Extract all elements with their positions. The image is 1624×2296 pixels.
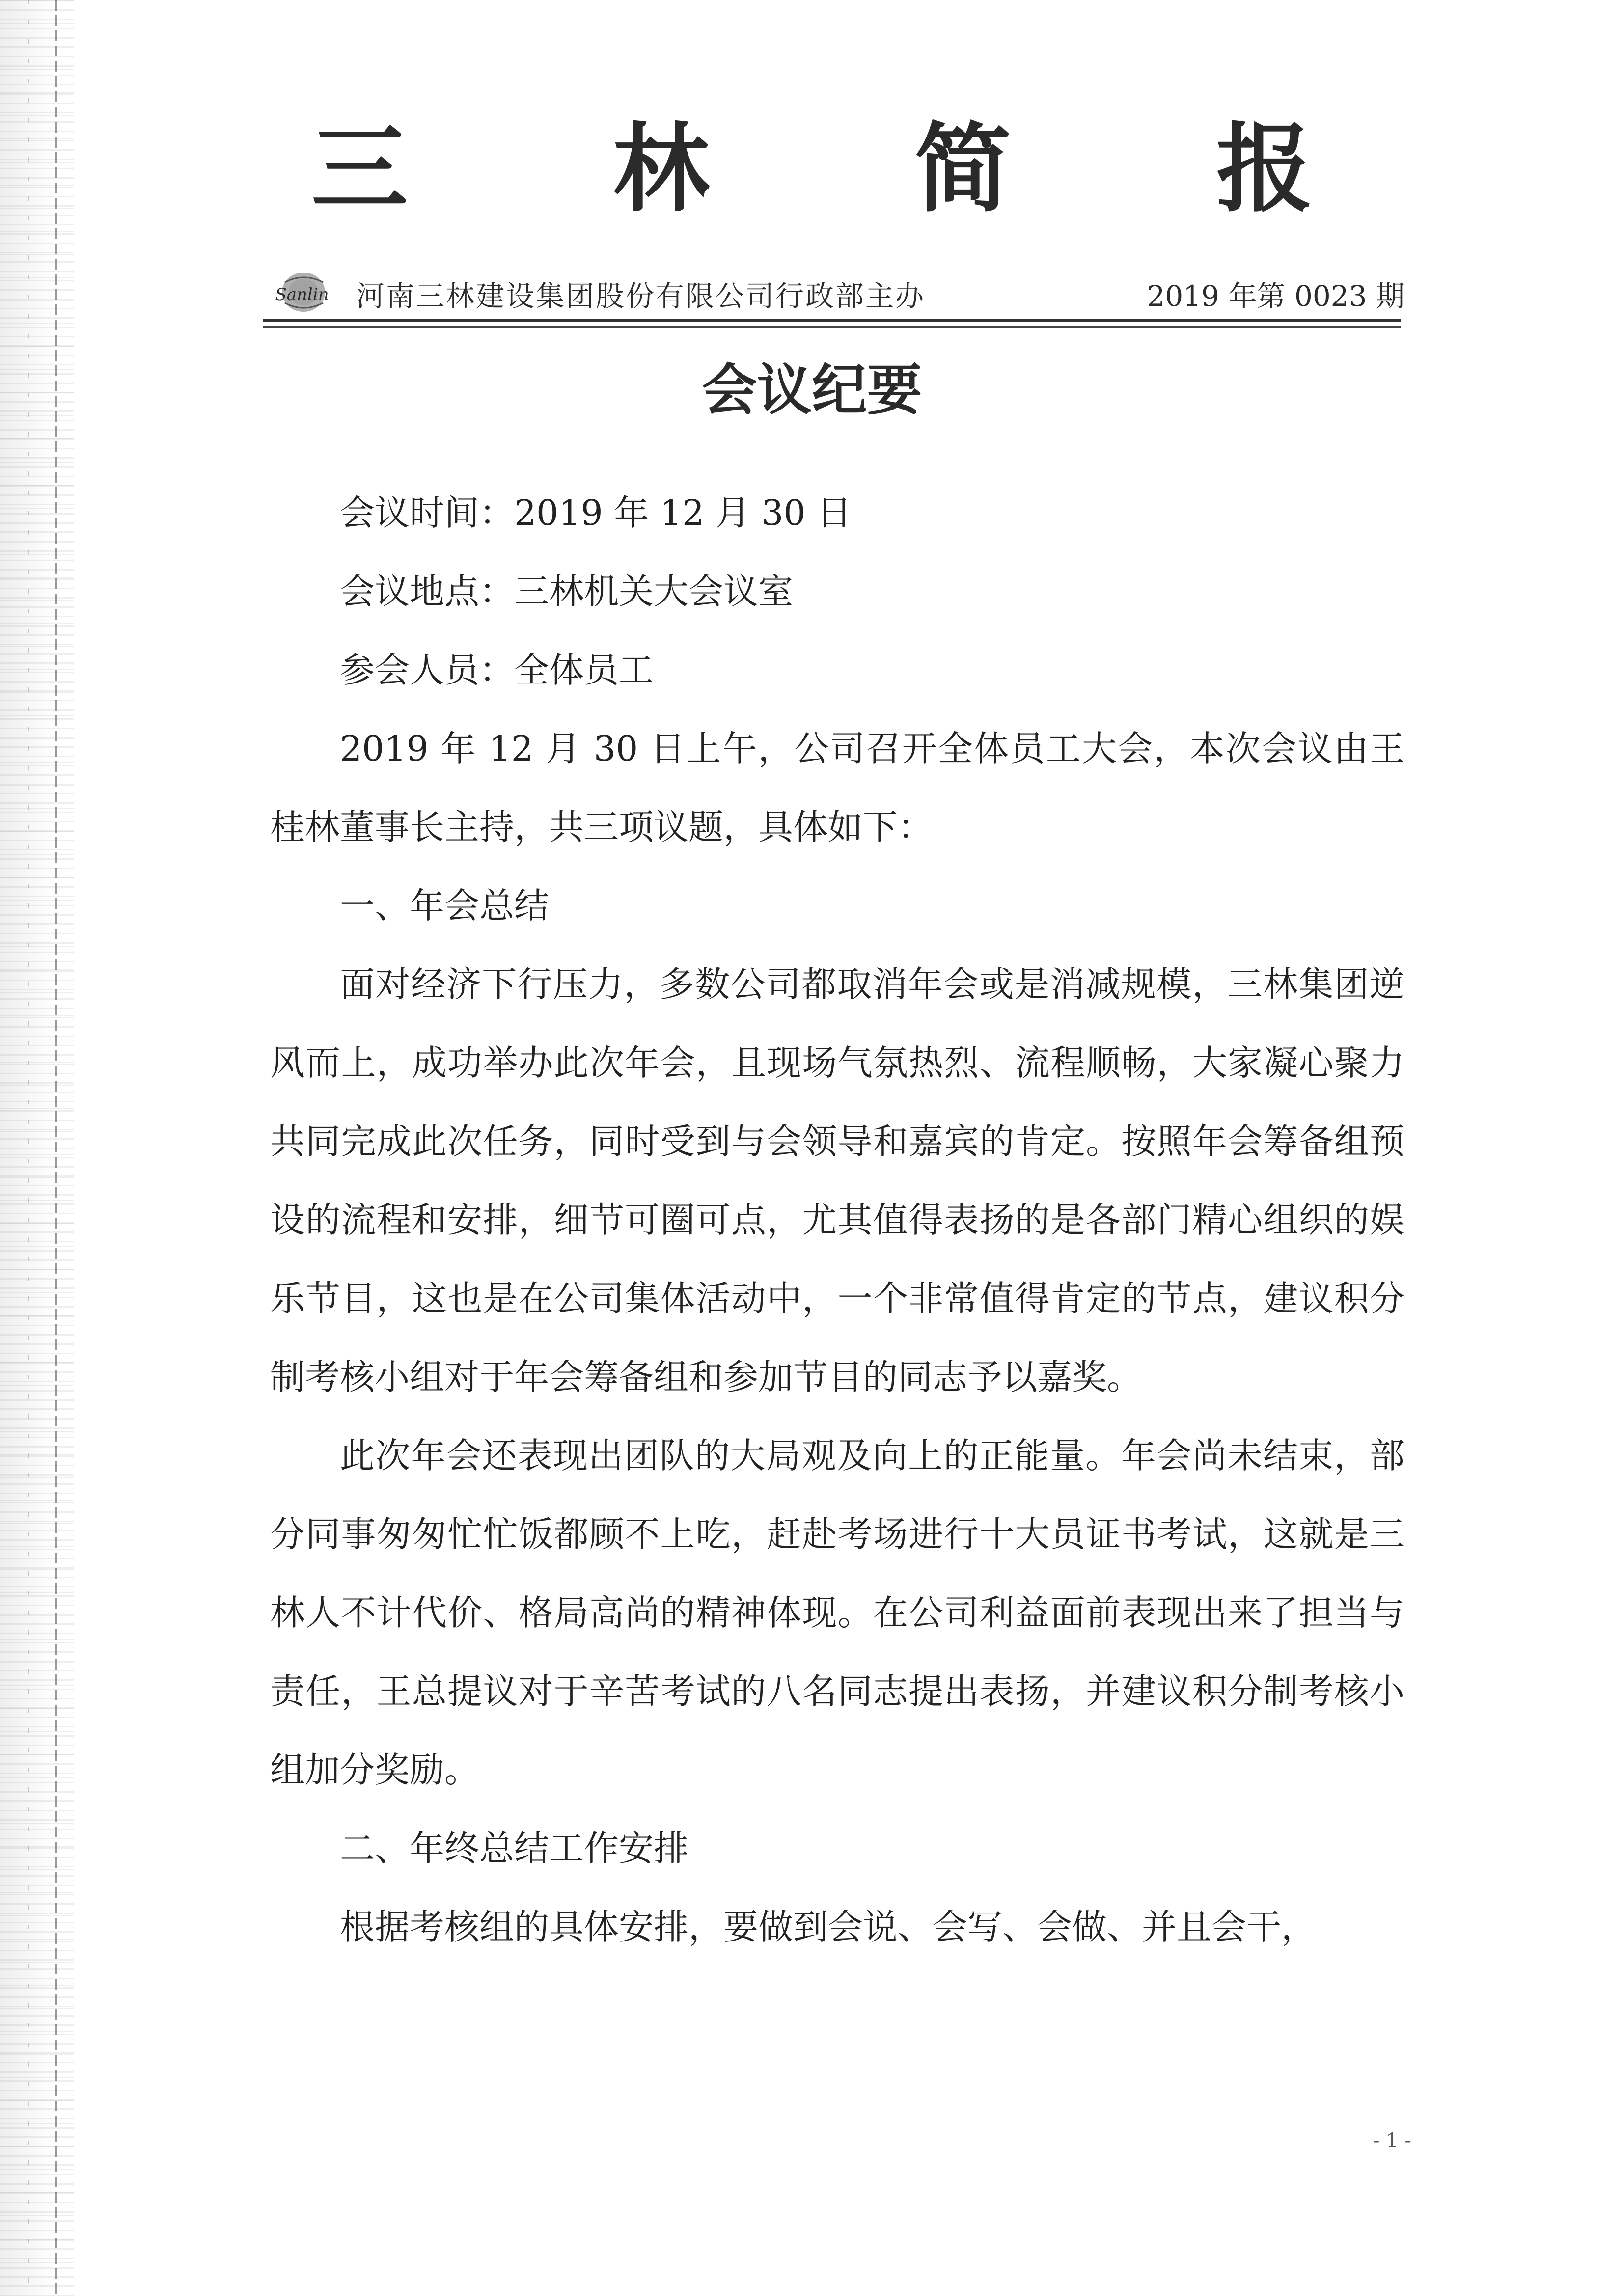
meeting-time: 会议时间：2019 年 12 月 30 日	[340, 492, 852, 533]
header-row	[265, 268, 1404, 322]
company-logo	[265, 268, 339, 319]
section-heading: 一、年会总结	[340, 885, 550, 926]
section-heading: 二、年终总结工作安排	[340, 1828, 689, 1869]
scan-edge-line	[28, 0, 29, 2296]
logo-wordmark: Sanlin	[275, 285, 329, 304]
body-paragraph: 根据考核组的具体安排，要做到会说、会写、会做、并且会干，	[340, 1907, 1317, 1947]
masthead-title: 三 林 简 报	[311, 113, 1399, 225]
body-paragraph: 面对经济下行压力，多数公司都取消年会或是消减规模，三林集团逆风而上，成功举办此次年会，且现场气氛热烈、流程顺畅，大家凝心聚力共同完成此次任务，同时受到与会领导和嘉宾的肯定。按照年会筹备组预设的流程和安排，细节可圈可点，尤其值得表扬的是各部门精心组织的娱乐节目，这也是在公司集体活动中，一个非常值得肯定的节点，建议积分制考核小组对于年会筹备组和参加节目的同志予以嘉奖。	[270, 964, 1404, 1397]
body-paragraph: 此次年会还表现出团队的大局观及向上的正能量。年会尚未结束，部分同事匆匆忙忙饭都顾不上吃，赶赴考场进行十大员证书考试，这就是三林人不计代价、格局高尚的精神体现。在公司利益面前表现出来了担当与责任，王总提议对于辛苦考试的八名同志提出表扬，并建议积分制考核小组加分奖励。	[270, 1435, 1404, 1790]
publisher-line: 河南三林建设集团股份有限公司行政部主办	[356, 279, 926, 313]
document-title: 会议纪要	[702, 358, 922, 422]
page-number: - 1 -	[1373, 2130, 1411, 2152]
scan-edge-noise	[0, 0, 74, 2296]
issue-number: 2019 年第 0023 期	[1147, 279, 1404, 313]
attendees: 参会人员：全体员工	[340, 650, 654, 690]
document-body	[270, 474, 1404, 1967]
header-rule	[263, 319, 1401, 322]
header-rule	[263, 326, 1401, 328]
intro-paragraph: 2019 年 12 月 30 日上午，公司召开全体员工大会，本次会议由王桂林董事长主持，共三项议题，具体如下：	[270, 728, 1404, 847]
scan-edge-line	[55, 0, 57, 2296]
meeting-place: 会议地点：三林机关大会议室	[340, 571, 794, 612]
